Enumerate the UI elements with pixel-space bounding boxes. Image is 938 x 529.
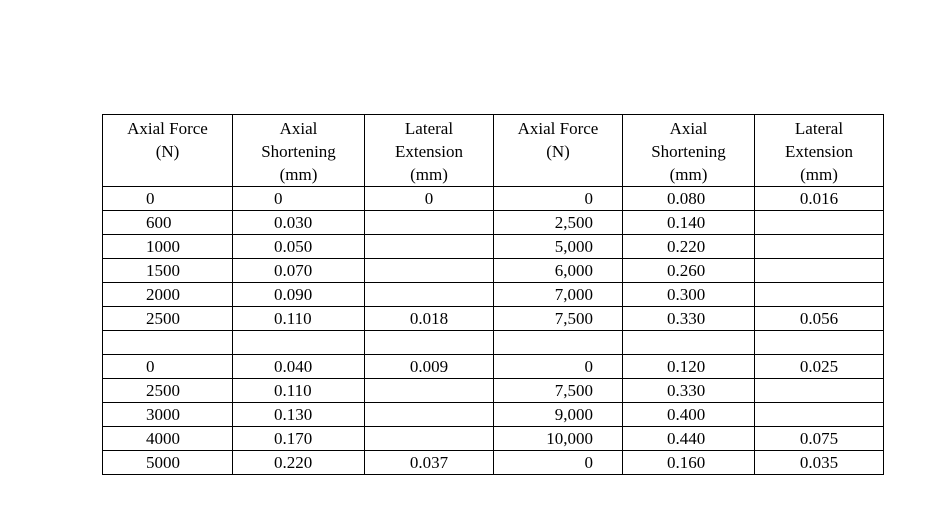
cell-lateral-extension-2 [755,235,884,259]
table-row [103,187,884,211]
cell-axial-force-1: 2500 [103,307,233,331]
cell-lateral-extension-1 [365,379,494,403]
cell-axial-shortening-2: 0.080 [623,187,755,211]
table-row [103,307,884,331]
cell-lateral-extension-1: 0 [365,187,494,211]
cell-axial-force-2: 10,000 [494,427,623,451]
cell-axial-force-2 [494,331,623,355]
cell-lateral-extension-1 [365,283,494,307]
cell-lateral-extension-1 [365,403,494,427]
header-axial-shortening-2: Axial Shortening (mm) [623,115,755,187]
data-table [102,114,884,475]
table-row [103,331,884,355]
cell-axial-force-1: 2000 [103,283,233,307]
header-axial-shortening-1: Axial Shortening (mm) [233,115,365,187]
cell-lateral-extension-2: 0.056 [755,307,884,331]
header-axial-force-1: Axial Force (N) [103,115,233,187]
cell-lateral-extension-2: 0.016 [755,187,884,211]
cell-axial-shortening-1: 0.110 [233,379,365,403]
cell-lateral-extension-1: 0.037 [365,451,494,475]
cell-axial-shortening-2: 0.220 [623,235,755,259]
cell-axial-shortening-1: 0 [233,187,365,211]
table-row [103,283,884,307]
table-row [103,403,884,427]
cell-axial-shortening-2: 0.440 [623,427,755,451]
cell-axial-shortening-1: 0.220 [233,451,365,475]
cell-lateral-extension-2: 0.035 [755,451,884,475]
cell-axial-shortening-2 [623,331,755,355]
cell-axial-force-1: 1500 [103,259,233,283]
cell-axial-shortening-2: 0.330 [623,307,755,331]
cell-axial-shortening-2: 0.400 [623,403,755,427]
cell-lateral-extension-1: 0.018 [365,307,494,331]
cell-axial-shortening-1: 0.130 [233,403,365,427]
cell-lateral-extension-1: 0.009 [365,355,494,379]
cell-axial-force-1: 0 [103,187,233,211]
cell-axial-shortening-1 [233,331,365,355]
cell-axial-force-2: 7,000 [494,283,623,307]
cell-axial-shortening-1: 0.110 [233,307,365,331]
cell-axial-force-1: 0 [103,355,233,379]
table-row [103,355,884,379]
cell-lateral-extension-1 [365,235,494,259]
cell-lateral-extension-2 [755,211,884,235]
cell-axial-force-2: 0 [494,187,623,211]
cell-axial-force-1: 5000 [103,451,233,475]
cell-axial-shortening-1: 0.050 [233,235,365,259]
cell-axial-shortening-2: 0.140 [623,211,755,235]
table-row [103,451,884,475]
cell-axial-force-1: 1000 [103,235,233,259]
cell-axial-force-1 [103,331,233,355]
header-row [103,115,884,187]
cell-lateral-extension-2 [755,259,884,283]
table-body [103,187,884,475]
cell-axial-force-2: 7,500 [494,379,623,403]
cell-lateral-extension-2 [755,403,884,427]
cell-axial-force-1: 2500 [103,379,233,403]
cell-axial-force-1: 600 [103,211,233,235]
cell-axial-shortening-2: 0.160 [623,451,755,475]
table-row [103,235,884,259]
cell-axial-shortening-1: 0.040 [233,355,365,379]
header-lateral-extension-2: Lateral Extension (mm) [755,115,884,187]
cell-axial-force-1: 3000 [103,403,233,427]
table-row [103,259,884,283]
cell-axial-force-2: 6,000 [494,259,623,283]
cell-lateral-extension-1 [365,331,494,355]
cell-lateral-extension-1 [365,427,494,451]
cell-axial-shortening-2: 0.120 [623,355,755,379]
cell-axial-shortening-2: 0.300 [623,283,755,307]
cell-axial-shortening-1: 0.090 [233,283,365,307]
cell-axial-shortening-1: 0.070 [233,259,365,283]
cell-lateral-extension-2: 0.025 [755,355,884,379]
cell-lateral-extension-2 [755,283,884,307]
cell-lateral-extension-2: 0.075 [755,427,884,451]
cell-lateral-extension-2 [755,379,884,403]
table-row [103,211,884,235]
cell-axial-shortening-2: 0.260 [623,259,755,283]
cell-axial-force-2: 9,000 [494,403,623,427]
cell-axial-shortening-1: 0.030 [233,211,365,235]
cell-axial-force-2: 0 [494,355,623,379]
cell-lateral-extension-1 [365,211,494,235]
cell-axial-force-2: 5,000 [494,235,623,259]
table-row [103,379,884,403]
cell-lateral-extension-2 [755,331,884,355]
cell-axial-force-2: 0 [494,451,623,475]
cell-lateral-extension-1 [365,259,494,283]
cell-axial-force-2: 7,500 [494,307,623,331]
cell-axial-force-1: 4000 [103,427,233,451]
table-row [103,427,884,451]
cell-axial-shortening-2: 0.330 [623,379,755,403]
cell-axial-shortening-1: 0.170 [233,427,365,451]
cell-axial-force-2: 2,500 [494,211,623,235]
header-axial-force-2: Axial Force (N) [494,115,623,187]
header-lateral-extension-1: Lateral Extension (mm) [365,115,494,187]
